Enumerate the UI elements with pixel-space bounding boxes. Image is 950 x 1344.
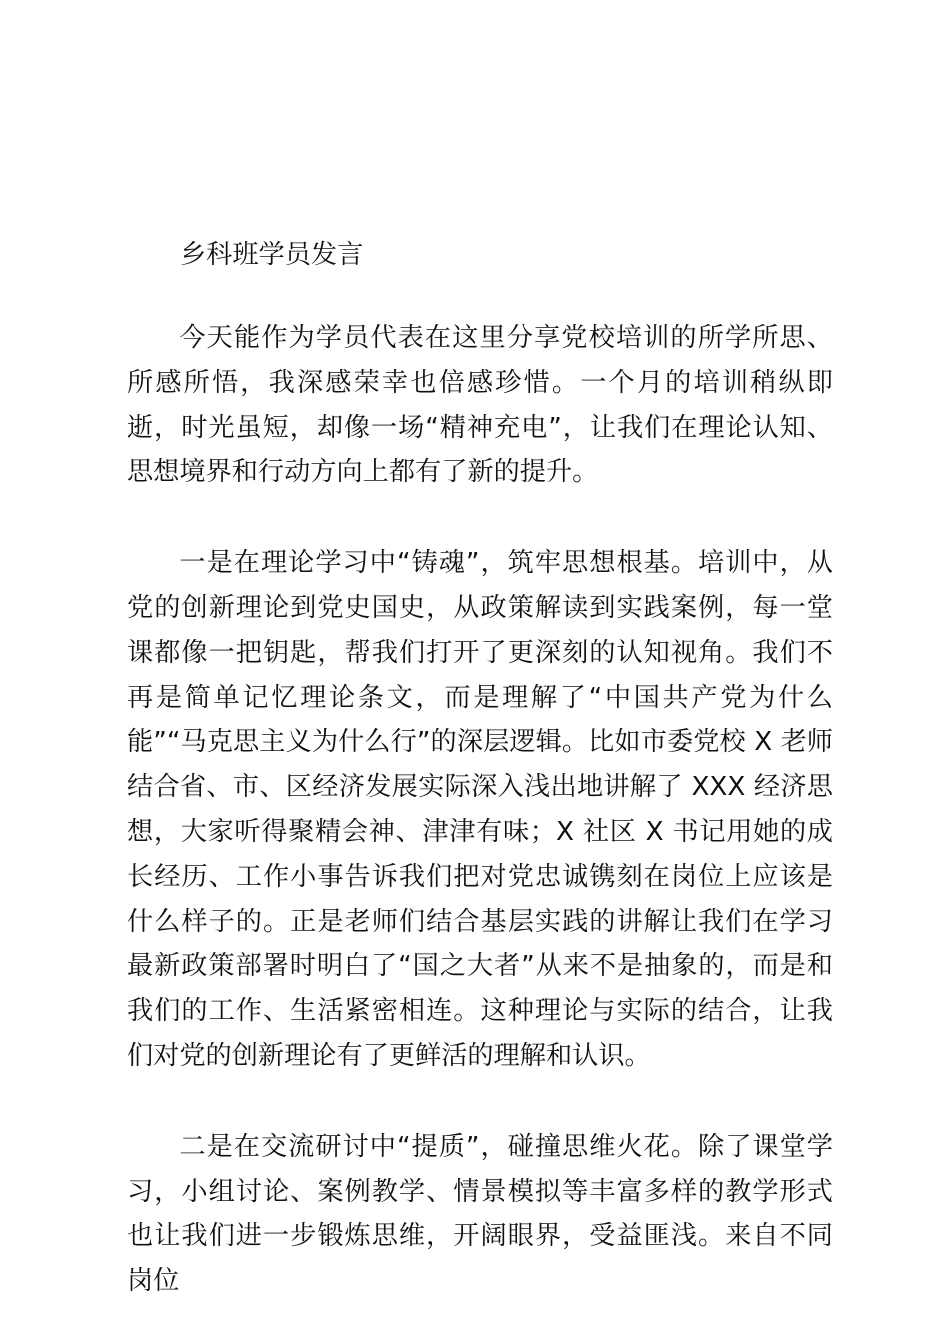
paragraph-theory-study: 一是在理论学习中“铸魂”，筑牢思想根基。培训中，从党的创新理论到党史国史，从政策解读到实践案例，每一堂课都像一把钥匙，帮我们打开了更深刻的认知视角。我们不再是简单记忆理论条文，而是理解了“中国共产党为什么能”“马克思主义为什么行”的深层逻辑。比如市委党校 X 老师结合省、市、区经济发展实际深入浅出地讲解了 XXX 经济思想，大家听得聚精会神、津津有味；X 社区 X 书记用她的成长经历、工作小事告诉我们把对党忠诚镌刻在岗位上应该是什么样子的。正是老师们结合基层实践的讲解让我们在学习最新政策部署时明白了“国之大者”从来不是抽象的，而是和我们的工作、生活紧密相连。这种理论与实际的结合，让我们对党的创新理论有了更鲜活的理解和认识。 <box>127 548 833 1071</box>
paragraph-discussion: 二是在交流研讨中“提质”，碰撞思维火花。除了课堂学习，小组讨论、案例教学、情景模拟等丰富多样的教学形式也让我们进一步锻炼思维，开阔眼界，受益匪浅。来自不同岗位 <box>127 1131 833 1297</box>
document-body <box>127 236 833 1304</box>
document-title: 乡科班学员发言 <box>180 240 364 270</box>
paragraph-intro: 今天能作为学员代表在这里分享党校培训的所学所思、所感所悟，我深感荣幸也倍感珍惜。一个月的培训稍纵即逝，时光虽短，却像一场“精神充电”，让我们在理论认知、思想境界和行动方向上都有了新的提升。 <box>127 323 833 488</box>
